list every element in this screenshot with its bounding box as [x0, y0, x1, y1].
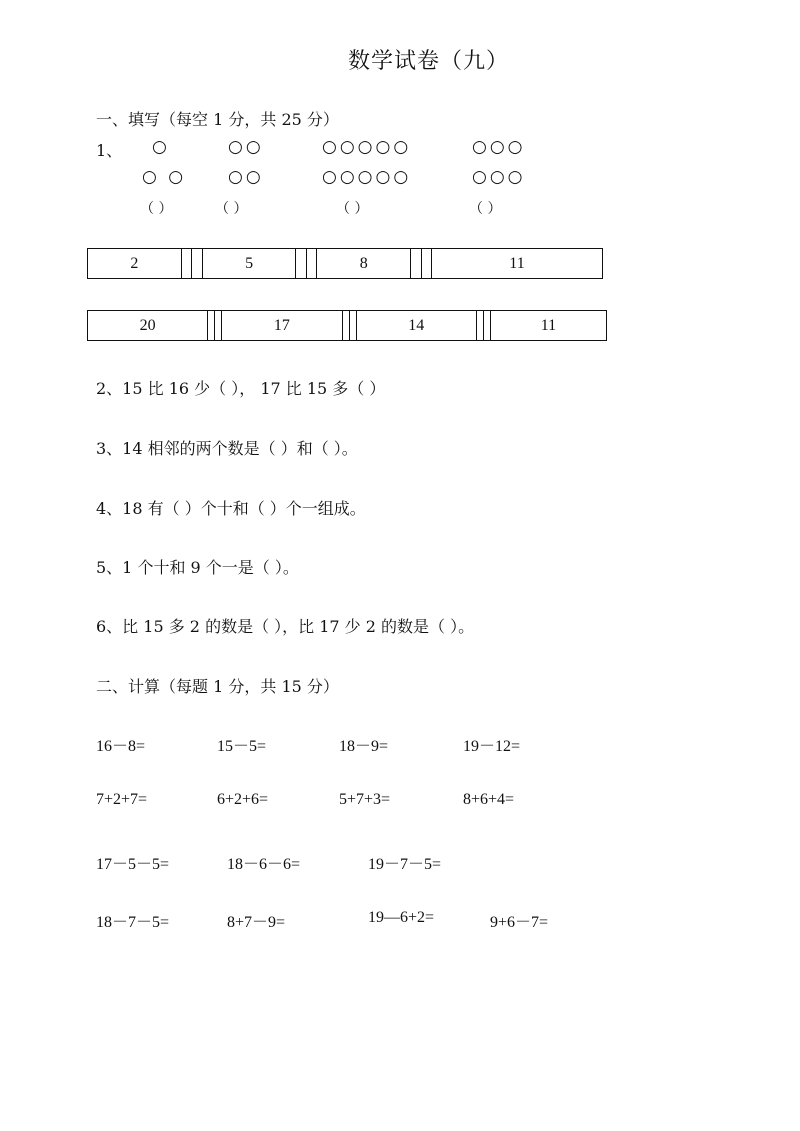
calc-problem: 19－7－5= [368, 856, 442, 873]
question-2: 2、15 比 16 少（ ）， 17 比 15 多（ ） [96, 379, 386, 398]
sequence-2-blank[interactable] [476, 311, 483, 341]
calc-problem: 19—6+2= [368, 909, 435, 926]
calc-problem: 7+2+7= [96, 791, 148, 808]
circle-group-3-answer[interactable]: （ ） [336, 201, 369, 217]
question-1-label: 1、 [96, 141, 123, 160]
number-sequence-2 [87, 310, 607, 341]
sequence-1-blank[interactable] [411, 249, 421, 279]
sequence-2-cell: 14 [356, 311, 476, 341]
calc-problem: 18－6－6= [227, 856, 301, 873]
question-4: 4、18 有（ ）个十和（ ）个一组成。 [96, 499, 366, 518]
calc-problem: 15－5= [217, 738, 267, 755]
calc-problem: 5+7+3= [339, 791, 391, 808]
calc-problem: 8+7－9= [227, 914, 286, 931]
calc-problem: 8+6+4= [463, 791, 515, 808]
sequence-2-cell: 17 [222, 311, 342, 341]
circle-group-4-top: ○○○ [472, 137, 526, 157]
sequence-2-blank[interactable] [483, 311, 490, 341]
page-title: 数学试卷（九） [348, 49, 510, 74]
section-1-heading: 一、填写（每空 1 分，共 25 分） [96, 110, 339, 129]
circle-group-2-top: ○○ [228, 137, 264, 157]
question-3: 3、14 相邻的两个数是（ ）和（ ）。 [96, 439, 358, 458]
calc-problem: 18－7－5= [96, 914, 170, 931]
circle-group-2-answer[interactable]: （ ） [215, 201, 248, 217]
sequence-1-blank[interactable] [306, 249, 316, 279]
section-2-heading: 二、计算（每题 1 分，共 15 分） [96, 677, 339, 696]
sequence-1-cell: 5 [202, 249, 296, 279]
sequence-1-cell: 2 [88, 249, 182, 279]
sequence-1-blank[interactable] [181, 249, 191, 279]
sequence-2-blank[interactable] [215, 311, 222, 341]
sequence-2-cell: 20 [88, 311, 208, 341]
number-sequence-1 [87, 248, 603, 279]
circle-group-1-top: ○ [152, 137, 170, 157]
sequence-2-blank[interactable] [349, 311, 356, 341]
circle-group-4-answer[interactable]: （ ） [469, 201, 502, 217]
sequence-2-blank[interactable] [208, 311, 215, 341]
circle-group-1-bottom: ○ ○ [142, 167, 187, 187]
circle-group-3-bottom: ○○○○○ [322, 167, 412, 187]
calc-problem: 16－8= [96, 738, 146, 755]
sequence-1-cell: 11 [431, 249, 602, 279]
calc-problem: 19－12= [463, 738, 521, 755]
question-5: 5、1 个十和 9 个一是（ ）。 [96, 558, 299, 577]
calc-problem: 6+2+6= [217, 791, 269, 808]
sequence-1-cell: 8 [317, 249, 411, 279]
sequence-1-blank[interactable] [296, 249, 306, 279]
circle-group-3-top: ○○○○○ [322, 137, 412, 157]
circle-group-4-bottom: ○○○ [472, 167, 526, 187]
sequence-1-blank[interactable] [421, 249, 431, 279]
sequence-2-blank[interactable] [342, 311, 349, 341]
calc-problem: 18－9= [339, 738, 389, 755]
calc-problem: 17－5－5= [96, 856, 170, 873]
sequence-2-cell: 11 [490, 311, 606, 341]
circle-group-1-answer[interactable]: （ ） [140, 201, 173, 217]
question-6: 6、比 15 多 2 的数是（ ），比 17 少 2 的数是（ ）。 [96, 617, 475, 636]
circle-group-2-bottom: ○○ [228, 167, 264, 187]
calc-problem: 9+6－7= [490, 914, 549, 931]
sequence-1-blank[interactable] [192, 249, 202, 279]
